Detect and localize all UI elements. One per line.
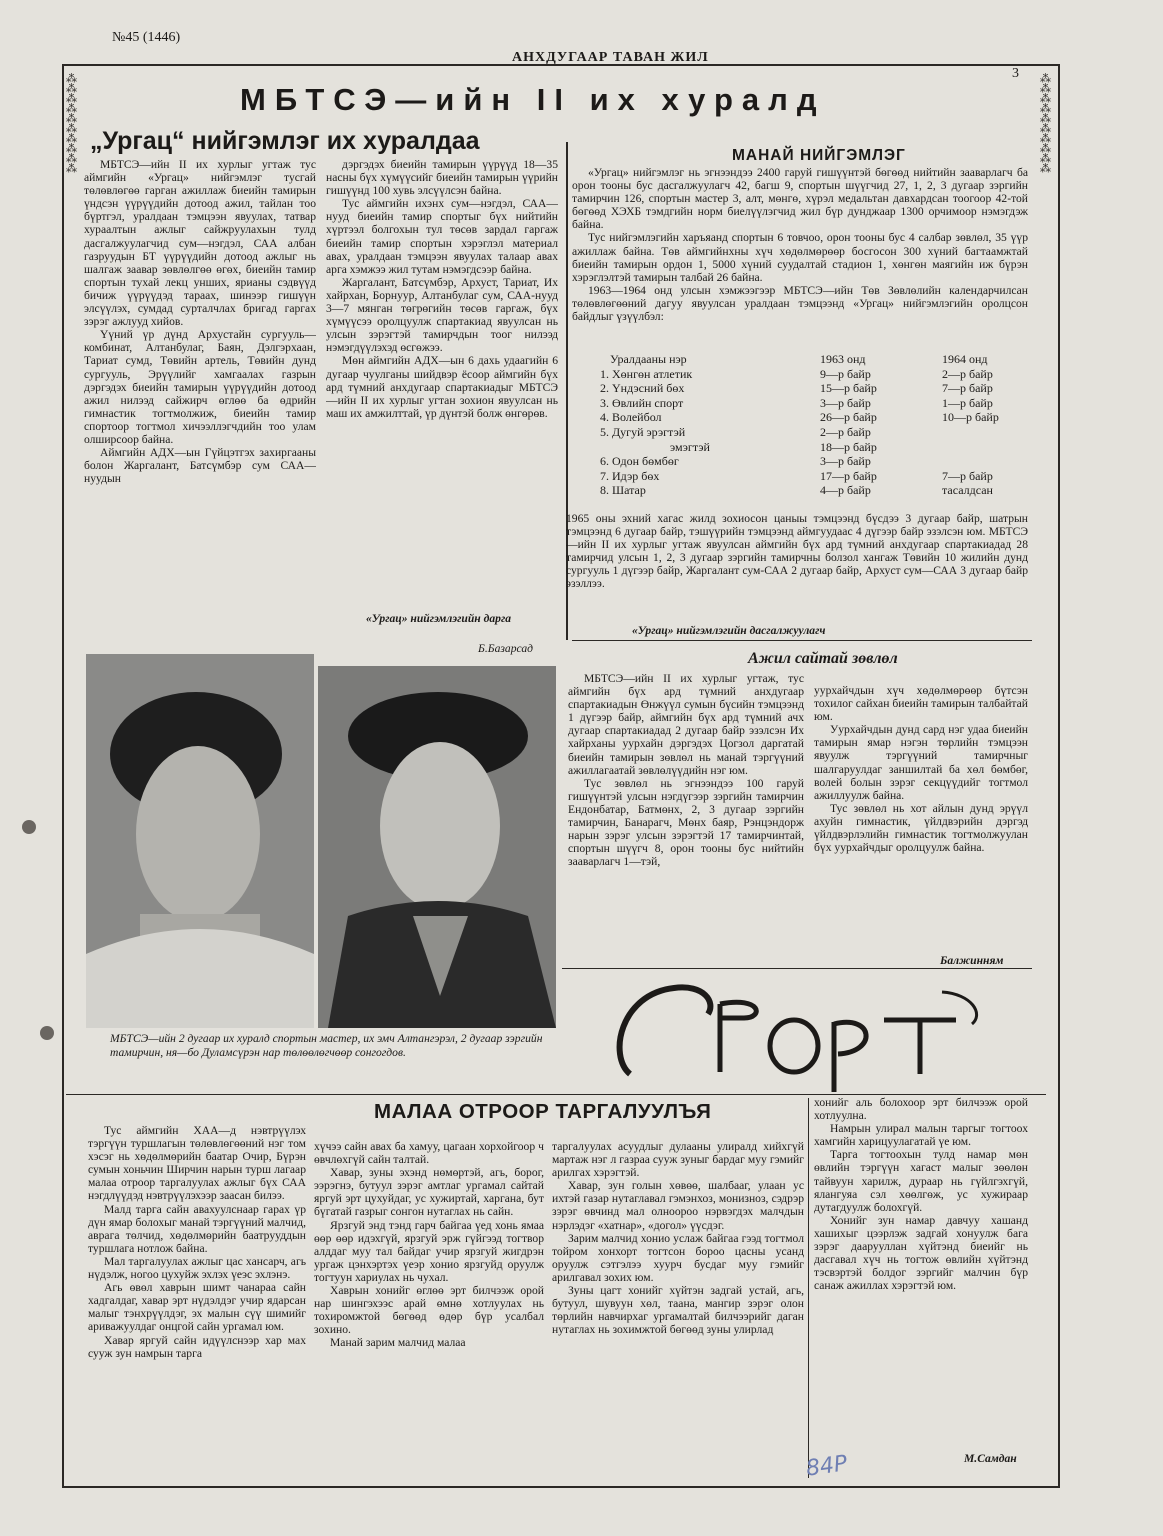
article4-paragraph: Ярзгуй энд тэнд гарч байгаа үед хонь ямаа өөр өөр идэхгүй, ярзгуй эрж гүйгээд тогтвор алддаг муу тал байдаг учир ярзгуй жигдрэн ургаж цэнхэртэх үеэр хонио ярзгуйд оруулж тогтуун хариулах нь чухал. [314, 1218, 544, 1284]
article1-paragraph: МБТСЭ—ийн II их хурлыг угтаж тус аймгийн «Ургац» нийгэмлэг тусгай төлөвлөгөө гарган ажиллаж биеийн тамирын үндсэн үүрүүдийн дотоод ажил, тайлан тоо бүртгэл, уралдаан тэмцээн явуулах, татвар хураалтын ажлыг сайжруулахын тулд дасгалжуулагчид сум—нэгдэл, САА албан газруудын БТ үүрүүдийн дотоод ажлыг нь шалгаж заавар зөвлөлгөө өгөх, биеийн тамир спортын тухай лекц унших, ярианы сэдвүүд бичиж үүрүүдэд тараах, шинээр гишүүн элсүүлэх, сумдад сурталчлах бригад гаргах зэрэг ажлууд хийов. [84, 158, 316, 329]
table-cell: 15—р байр [820, 381, 877, 396]
page-number: 3 [1012, 66, 1019, 81]
table-cell: 17—р байр [820, 468, 877, 483]
article2-results [566, 512, 1028, 618]
article1-paragraph: Үүний үр дүнд Архустайн сургууль—комбинат, Алтанбулаг, Баян, Дэлгэрхаан, Тариат сумд, Төвийн артель, Төвийн дунд сургууль, Эрүүлийг хамгаалах газрын дэргэдэх биеийн тамирын үүрүүдийн дотоод ажил нилээд сайжирч өглөө ба өдрийн гимнастик тогтмолжиж, биеийн тамир спортоор тогтмол хичээллэгчдийн тоо улам олширсоор байна. [84, 328, 316, 446]
sport-logo-image [612, 974, 992, 1094]
table-cell: 26—р байр [820, 410, 877, 425]
table-header-cell: Уралдааны нэр [610, 352, 687, 366]
portrait-photo-right [318, 666, 556, 1028]
article2-paragraph: «Ургац» нийгэмлэг нь эгнээндээ 2400 гаруй гишүүнтэй бөгөөд нийтийн зааварлагч ба орон тооны бус дасгалжуулагч 42, багш 9, спортын шүүгчид 27, 1, 2, 3 дугаар зэргийн тамирчин 126, спортын мастер 3, алт, мөнгө, хүрэл медальтан давхардсан тоогоор 42-той бөгөөд ХЭХБ тэмдгийн норм биелүүлэгчид жил бүр дунджаар 1300 орчимоор нэмэгдэж байна. [572, 166, 1028, 232]
banner-title: МБТСЭ—ийн II их хуралд [240, 82, 826, 117]
article3-column2 [814, 684, 1028, 940]
table-header-cell: 1964 онд [942, 352, 988, 366]
article2-headline: МАНАЙ НИЙГЭМЛЭГ [732, 147, 906, 164]
article1-signature-name: Б.Базарсад [478, 642, 533, 655]
table-row [600, 469, 999, 484]
table-cell: 7—р байр [942, 381, 993, 396]
table-cell: 4. Волейбол [600, 410, 662, 425]
issue-number: №45 (1446) [112, 30, 181, 45]
table-cell: 2. Үндэсний бөх [600, 381, 685, 396]
article2-signature: «Ургац» нийгэмлэгийн дасгалжуулагч [632, 624, 826, 637]
portrait-photo-left-image [86, 654, 314, 1028]
article4-headline: МАЛАА ОТРООР ТАРГАЛУУЛЪЯ [374, 1100, 712, 1123]
portrait-photo-left [86, 654, 314, 1028]
article2-paragraph: 1965 оны эхний хагас жилд зохиосон цаныы тэмцээнд бүсдээ 3 дугаар байр, шатрын тэмцээнд 6 дугаар байр, тэшүүрийн тэмцээнд аймгуудаас 4 дүгээр байр эзэлсэн юм. МБТСЭ—ийн II их хурлыг угтаж явуулсан аймгийн бүх ард түмний анхдугаар спартакиадад 28 тамирчид улсын 1, 2, 3 дугаар зэргийн тамирчны болзол хангаж Төвийн 10 жилийн дунд сургууль 1 дүгээр байр, Жаргалант сум-САА 2 дугаар байр, Архуст сум—САА 3 дугаар байр эзэллээ. [566, 512, 1028, 591]
horizontal-rule [562, 968, 1032, 969]
table-row [600, 410, 999, 425]
table-row [600, 454, 999, 469]
table-row [600, 381, 999, 396]
article1-column1 [84, 158, 316, 654]
table-cell: тасалдсан [942, 483, 993, 498]
article3-paragraph: МБТСЭ—ийн II их хурлыг угтаж, тус аймгийн бүх ард түмний анхдугаар спартакиадын Өнжүүл сумын бүсийн тэмцээнд 1 дүгээр байр, аймгийн бүх ард түмний ачх дугаар спартакиадад 2 дугаар байр эзэлсэн Их хайрханы уурхайн дэргэдэх Цогзол даргатай биеийн тамирын зөвлөл нь манай тэргүүний ажиллагаатай зөвлөлүүдийн нэг юм. [568, 672, 804, 777]
article4-column3 [552, 1140, 804, 1470]
article4-paragraph: Хавар, зун голын хөвөө, шалбааг, улаан ус ихтэй газар нутаглавал гэмэнхоз, монизноз, сэдрэр зэрэг өвчинд мал олноороо нэрвэгдэх малчдын нэрлэдэг «хатнар», «догол» үүсдэг. [552, 1179, 804, 1232]
punch-hole [40, 1026, 54, 1040]
punch-hole [22, 820, 36, 834]
table-cell: 8. Шатар [600, 483, 646, 498]
article4-paragraph: хонийг аль болохоор эрт билчээж орой хотлуулна. [814, 1096, 1028, 1123]
article1-paragraph: Тус аймгийн ихэнх сум—нэгдэл, САА—нууд биеийн тамир спортыг бүх нийтийн хүртээл болгохын тул төсөв зардал гаргаж биеийн тамир спортын хэрэглэл материал авах, уралдаан тэмцээн явуулах талаар авах арга хэмжээ жил тутам нэмэгдсээр байна. [326, 197, 558, 276]
article3-paragraph: уурхайчдын хүч хөдөлмөрөөр бүтсэн тохилог сайхан биеийн тамирын талбайтай юм. [814, 684, 1028, 724]
article4-paragraph: Хавар, зуны эхэнд нөмөртэй, агь, борог, ээрэгнэ, бутуул зэрэг амтлаг ургамал сайтай яргуй эрт цухуйдаг, ус хужиртай, харгана, бут бүгатай газрыг сонгон нутаглах нь сайн. [314, 1166, 544, 1219]
table-cell: 1. Хөнгөн атлетик [600, 366, 693, 381]
article4-paragraph: Хаврын хонийг өглөө эрт билчээж орой нар шингэхээс арай өмнө хотлуулах нь тохиромжтой бөгөөд өдөр бүр усалбал зохино. [314, 1284, 544, 1337]
article4-column1 [88, 1124, 306, 1464]
table-cell: 3. Өвлийн спорт [600, 395, 684, 410]
table-row [600, 425, 999, 440]
horizontal-rule [66, 1094, 1046, 1095]
article3-signature: Балжинням [940, 954, 1004, 967]
article4-paragraph: Хонийг зун намар давчуу хашанд хашихыг цээрлэж задгай хонуулж бага зэрэг даарууллан хүйтэнд биеийг нь дасгавал хүч нь тогтож өвлийн хүйтэнд тэсвэртэй болдог зэргийг малчин бүр санаж ажиллах хэрэгтэй юм. [814, 1213, 1028, 1293]
table-row [600, 440, 999, 455]
table-cell: 7—р байр [942, 468, 993, 483]
article4-paragraph: Зарим малчид хонио услаж байгаа гээд тогтмол тойром хонхорт тогтсон бороо цасны усанд оруулж сэтгэлээ хуурч бусдаг муу гэмийг арилгавал зохих юм. [552, 1231, 804, 1284]
table-row [600, 483, 999, 498]
table-header-cell: 1963 онд [820, 352, 866, 366]
article1-paragraph: Аймгийн АДХ—ын Гүйцэтгэх захиргааны болон Жаргалант, Батсүмбэр сум САА—нуудын [84, 446, 316, 486]
article2-intro [572, 166, 1028, 352]
article4-paragraph: Манай зарим малчид малаа [330, 1336, 466, 1350]
handwritten-note: 84P [804, 1451, 849, 1482]
article3-headline: Ажил сайтай зөвлөл [748, 650, 898, 667]
table-cell: эмэгтэй [670, 439, 710, 454]
article2-paragraph: Тус нийгэмлэгийн харъяанд спортын 6 товчоо, орон тооны бус 4 салбар зөвлөл, 35 үүр ажиллаж байна. Төв аймгийнхны хүч хөдөлмөрөөр босгосон 300 хүний багтаамжтай биеийн тамирын ордон 1, 5000 хүний суудалтай стадион 1, хөнгөн маягийн иж бүрэн хэрэглэлтэй тамирын талбай 26 байна. [572, 231, 1028, 284]
table-cell: 2—р байр [820, 424, 871, 439]
table-cell: 2—р байр [942, 366, 993, 381]
article4-column4 [814, 1096, 1028, 1448]
table-cell: 10—р байр [942, 410, 999, 425]
table-row [600, 396, 999, 411]
article3-paragraph: Тус зөвлөл нь хот айлын дунд эрүүл ахуйн гимнастик, үйлдвэрийн дэргэд үйлдвэрлэлийн гимнастик тогтмолжуулан бүх уурхайчдыг оролцуулж байна. [814, 801, 1028, 855]
table-cell: 9—р байр [820, 366, 871, 381]
table-cell [942, 454, 999, 469]
article4-paragraph: Тус аймгийн ХАА—д нэвтрүүлэх тэргүүн туршлагын төлөвлөгөөний нэг том хэсэг нь хөдөлмөрийн баатар Очир, Бүрэн сумын хоньчин Ширчин нарын турш лагаар малаа отроор таргалуулах ажлыг бүх САА нэгдлүүдэд нэвтрүүлэхээр заасан билээ. [88, 1124, 306, 1203]
article4-paragraph: таргалуулах асуудлыг дулааны улиралд хийхгүй мартаж нэг л газраа сууж зуныг бардаг муу гэмийг арилгах хэрэгтэй. [552, 1140, 804, 1180]
article1-paragraph: Мөн аймгийн АДХ—ын 6 дахь удаагийн 6 дугаар чуулганы шийдвэр ёсоор аймгийн бүх ард түмний анхдугаар спартакиадыг МБТСЭ—ийн II их хурлыг угтан зохион явуулсан нь маш их амжилттай, үр дүнтэй болж өнгөрөв. [326, 354, 558, 420]
table-cell: 18—р байр [820, 439, 877, 454]
horizontal-rule [572, 640, 1032, 641]
article4-paragraph: Тарга тогтоохын тулд намар мөн өвлийн тэргүүн хагаст малыг зөөлөн тайвуун харилж, дураар нь гүйлгэхгүй, ялангуяа сэл хөөлгөж, ус хужираар дутагдуулж болохгүй. [814, 1148, 1028, 1214]
article4-paragraph: Намрын улирал малын таргыг тогтоох хамгийн харицуулагатай үе юм. [814, 1122, 1028, 1149]
sport-logo [612, 974, 992, 1094]
article4-signature: М.Самдан [964, 1452, 1017, 1465]
article4-column2 [314, 1140, 544, 1470]
article1-paragraph: Жаргалант, Батсүмбэр, Архуст, Тариат, Их хайрхан, Борнуур, Алтанбулаг сум, САА-нууд 3—7 мянган төгрөгийн төсөв гаргаж, бүх хүмүүсээ оролцуулж спартакиад явуулсан нь улсын зэрэгтэй тамирчдын тоог нилээд нэмэгдүүлэхэд өсгөжээ. [326, 275, 558, 355]
article4-paragraph: Мал таргалуулах ажлыг цас хансарч, агь нүдэлж, ногоо цухуйж эхлэх үеэс эхлэнэ. [88, 1254, 306, 1282]
article4-paragraph: Малд тарга сайн авахуулснаар гарах үр дүн ямар болохыг манай тэргүүний малчид, аврага төлчид, хөдөлмөрийн баатрууддын туршлага нотлож байна. [88, 1202, 306, 1255]
table-cell [942, 425, 999, 440]
article1-signature-role: «Ургац» нийгэмлэгийн дарга [366, 612, 512, 625]
section-title: АНХДУГААР ТАВАН ЖИЛ [512, 50, 709, 65]
article1-headline: „Ургац“ нийгэмлэг их хуралдаа [90, 127, 480, 155]
table-cell: 7. Идэр бөх [600, 468, 660, 483]
article3-paragraph: Тус зөвлөл нь эгнээндээ 100 гаруй гишүүнтэй улсын нэгдүгээр зэргийн тамирчин Ендонбатар, Батмөнх, 2, 3 дугаар зэргийн тамирчин, Банарагч, Мөнх баяр, Рэнцэндорж нарын зэрэг улсын зэрэгтэй 17 тамирчинтай, спортын шүүгч 8, орон тооны бус нийтийн зааварлагч 1—тэй, [568, 776, 804, 869]
table-cell: 3—р байр [820, 454, 871, 469]
article4-paragraph: хүчээ сайн авах ба хамуу, цагаан хорхойгоор ч өвчлөхгүй сайн талтай. [314, 1140, 544, 1167]
table-cell: 5. Дугуй эрэгтэй [600, 424, 686, 439]
table-cell: 6. Одон бөмбөг [600, 454, 679, 469]
table-cell: 3—р байр [820, 395, 871, 410]
article1-paragraph: дэргэдэх биеийн тамирын үүрүүд 18—35 насны бүх хүмүүсийг биеийн тамирын үүрийн гишүүнд 100 хувь элсүүлсэн байна. [326, 158, 558, 198]
table-cell [942, 440, 999, 455]
table-header-row [600, 352, 999, 367]
article4-paragraph: Хавар яргуй сайн идүүлснээр хар мах сууж зун намрын тарга [88, 1333, 306, 1360]
article3-paragraph: Уурхайчдын дунд сард нэг удаа биеийн тамирын ямар нэгэн төрлийн тэмцээн явуулж тэргүүний тамирчныг шалгаруулдаг заншилтай ба хөл бөмбөг, волей болын зэрэг секцүүдийг тогтмол ажиллуулж байна. [814, 723, 1028, 802]
article2-paragraph: 1963—1964 онд улсын хэмжээгээр МБТСЭ—ийн Төв Зөвлөлийн календарчилсан төлөвлөгөөний дагуу явуулсан уралдаан тэмцээнд «Ургац» нийгэмлэгийн оролцсон байдлыг үзүүлбэл: [572, 283, 1028, 324]
article4-paragraph: Зуны цагт хонийг хүйтэн задгай устай, агь, бутуул, шувуун хөл, таана, мангир зэрэг олон төрлийн навчирхаг ургамалтай билчээрийг даган нутаглах нь зохимжтой бөгөөд зуны улирлад [552, 1284, 804, 1337]
photo-caption: МБТСЭ—ийн 2 дугаар их хуралд спортын мастер, их эмч Алтангэрэл, 2 дугаар зэргийн тамирчин, ня—бо Дуламсүрэн нар төлөөлөгчөөр сонгогдов. [110, 1032, 543, 1059]
portrait-photo-right-image [318, 666, 556, 1028]
results-table [600, 352, 999, 498]
right-ornament-border: ⁂ ⁂ ⁂ ⁂ ⁂ ⁂ ⁂ ⁂ ⁂ ⁂ [1040, 72, 1051, 175]
table-cell: 1—р байр [942, 395, 993, 410]
table-row [600, 367, 999, 382]
left-ornament-border: ⁂ ⁂ ⁂ ⁂ ⁂ ⁂ ⁂ ⁂ ⁂ ⁂ [66, 72, 77, 175]
article4-paragraph: Агь өвөл хаврын шимт чанараа сайн хадгалдаг, хавар эрт нүдэлдэг учир ядарсан малыг тэнхрүүлдэг, эх малын сүү шимийг ариважуулдаг онцгой сайн ургамал юм. [88, 1281, 306, 1334]
table-cell: 4—р байр [820, 483, 871, 498]
column-rule [808, 1098, 809, 1478]
article1-column2 [326, 158, 558, 594]
article3-column1 [568, 672, 804, 972]
